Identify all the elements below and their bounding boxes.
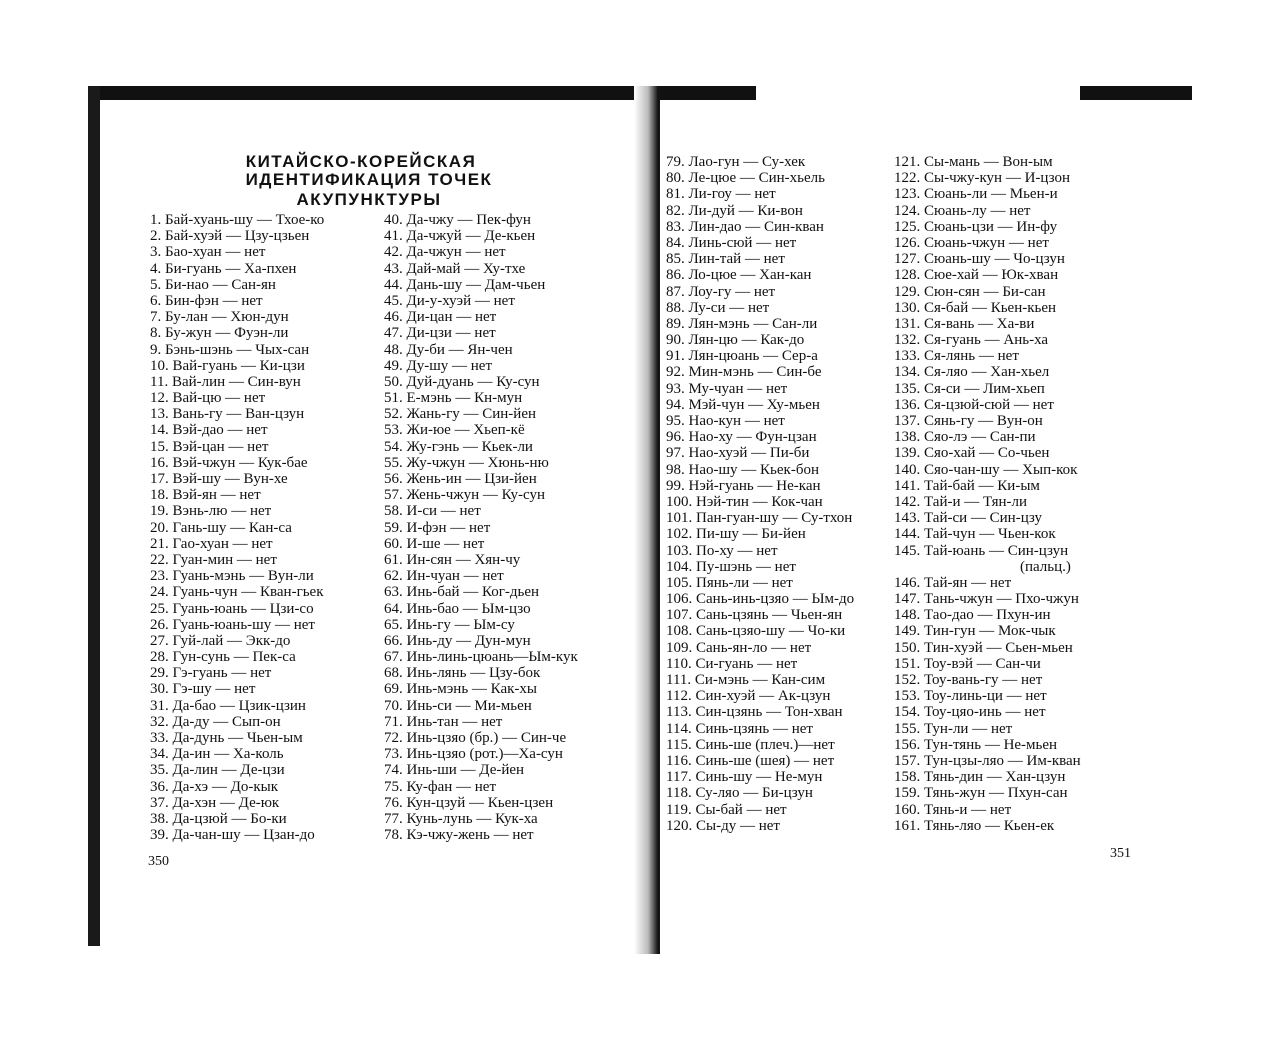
entry-row: 73. Инь-цзяо (рот.)—Ха-сун [384,746,563,763]
entry-row: 14. Вэй-дао — нет [150,422,268,439]
entry-row: 15. Вэй-цан — нет [150,438,269,455]
entry-row: 51. Е-мэнь — Кн-мун [384,390,523,407]
entry-row: 78. Кэ-чжу-жень — нет [384,827,534,844]
entry-row: 138. Сяо-лэ — Сан-пи [894,429,1036,446]
entry-row: (пальц.) [1020,558,1071,575]
entry-row: 103. По-ху — нет [666,542,778,559]
entry-row: 143. Тай-си — Син-цзу [894,510,1043,527]
entry-row: 113. Син-цзянь — Тон-хван [666,704,843,721]
entry-row: 46. Ди-цан — нет [384,309,497,326]
entry-row: 19. Вэнь-лю — нет [150,503,272,520]
entry-row: 61. Ин-сян — Хян-чу [384,551,521,568]
entry-row: 75. Ку-фан — нет [384,778,497,795]
scan-shadow-top-right-a [660,86,756,100]
entries-column-3 [666,154,854,834]
entry-row: 6. Бин-фэн — нет [150,292,263,309]
entry-row: 128. Сюе-хай — Юк-хван [894,267,1059,284]
entry-row: 116. Синь-ше (шея) — нет [666,752,835,769]
entry-row: 34. Да-ин — Ха-коль [150,746,284,763]
entry-row: 136. Ся-цзюй-сюй — нет [894,396,1054,413]
entry-row: 65. Инь-гу — Ым-су [384,616,515,633]
entry-row: 17. Вэй-шу — Вун-хе [150,471,288,487]
entry-row: 10. Вай-гуань — Ки-цзи [150,357,305,374]
entry-row: 36. Да-хэ — До-кык [150,778,279,795]
right-page [660,86,1192,954]
entry-row: 99. Нэй-гуань — Не-кан [666,477,821,494]
entry-row: 115. Синь-ше (плеч.)—нет [666,736,835,753]
entry-row: 145. Тай-юань — Син-цзун [894,542,1069,559]
entry-row: 90. Лян-цю — Как-до [666,332,805,349]
entry-row: 44. Дань-шу — Дам-чьен [384,276,546,293]
entry-row: 121. Сы-мань — Вон-ым [894,154,1053,170]
entry-row: 91. Лян-цюань — Сер-а [666,348,818,365]
entry-row: 84. Линь-сюй — нет [666,234,797,251]
entry-row: 94. Мэй-чун — Ху-мьен [666,396,820,413]
entry-row: 26. Гуань-юань-шу — нет [150,616,315,633]
entry-row: 72. Инь-цзяо (бр.) — Син-че [384,730,567,746]
entry-row: 107. Сань-цзянь — Чьен-ян [666,607,843,624]
entry-row: 16. Вэй-чжун — Кук-бае [150,454,308,471]
entry-row: 119. Сы-бай — нет [666,801,787,818]
scan-shadow-top-right-b [1080,86,1192,100]
entry-row: 146. Тай-ян — нет [894,574,1012,591]
entry-row: 67. Инь-линь-цюань—Ым-кук [384,649,578,666]
title-line-2: ИДЕНТИФИКАЦИЯ ТОЧЕК АКУПУНКТУРЫ [245,170,493,209]
entry-row: 161. Тянь-ляо — Кьен-ек [894,817,1055,834]
entry-row: 132. Ся-гуань — Ань-ха [894,332,1049,349]
entry-row: 86. Ло-цюе — Хан-кан [666,267,812,284]
entry-row: 52. Жань-гу — Син-йен [384,406,537,423]
entry-row: 66. Инь-ду — Дун-мун [384,632,531,649]
entry-row: 106. Сань-инь-цзяо — Ым-до [666,591,855,608]
entry-row: 83. Лин-дао — Син-кван [666,218,824,235]
entry-row: 43. Дай-май — Ху-тхе [384,260,526,277]
entry-row: 24. Гуань-чун — Кван-гьек [150,584,324,601]
entry-row: 62. Ин-чуан — нет [384,568,504,585]
left-page [88,86,654,954]
entry-row: 125. Сюань-цзи — Ин-фу [894,218,1058,235]
entry-row: 157. Тун-цзы-ляо — Им-кван [894,752,1081,769]
entry-row: 120. Сы-ду — нет [666,817,780,834]
entry-row: 117. Синь-шу — Не-мун [666,769,823,786]
entry-row: 151. Тоу-вэй — Сан-чи [894,655,1041,672]
entry-row: 101. Пан-гуан-шу — Су-тхон [666,510,853,527]
entry-row: 147. Тань-чжун — Пхо-чжун [894,591,1079,608]
entry-row: 89. Лян-мэнь — Сан-ли [666,315,818,332]
entry-row: 96. Нао-ху — Фун-цзан [666,429,817,446]
scan-shadow-top [88,86,654,100]
entry-row: 80. Ле-цюе — Син-хьель [666,170,825,187]
entry-row: 76. Кун-цзуй — Кьен-цзен [384,794,554,811]
entry-row: 112. Син-хуэй — Ак-цзун [666,688,831,705]
entry-row: 7. Бу-лан — Хюн-дун [150,309,289,326]
entry-row: 149. Тин-гун — Мок-чык [894,623,1056,640]
page-number: 351 [1110,846,1131,861]
entry-row: 49. Ду-шу — нет [384,357,493,374]
entry-row: 77. Кунь-лунь — Кук-ха [384,810,538,827]
entry-row: 54. Жу-гэнь — Кьек-ли [384,438,533,455]
entry-row: 82. Ли-дуй — Ки-вон [666,202,803,219]
entry-row: 29. Гэ-гуань — нет [150,665,272,682]
entry-row: 114. Синь-цзянь — нет [666,720,813,737]
entry-row: 152. Тоу-вань-гу — нет [894,672,1043,688]
entry-row: 155. Тун-ли — нет [894,720,1013,737]
entry-row: 31. Да-бао — Цзик-цзин [150,697,306,714]
entry-row: 109. Сань-ян-ло — нет [666,639,812,656]
entry-row: 87. Лоу-гу — нет [666,283,776,300]
title-line-1: КИТАЙСКО-КОРЕЙСКАЯ [245,152,477,171]
entry-row: 133. Ся-лянь — нет [894,348,1019,365]
entry-row: 28. Гун-сунь — Пек-са [150,649,296,666]
entry-row: 104. Пу-шэнь — нет [666,558,796,575]
entry-row: 58. И-си — нет [384,503,481,520]
entries-column-2 [384,212,578,843]
entry-row: 139. Сяо-хай — Со-чьен [894,445,1050,462]
page-number: 350 [148,854,169,869]
entry-row: 70. Инь-си — Ми-мьен [384,697,532,714]
entry-row: 4. Би-гуань — Ха-пхен [150,260,297,277]
entry-row: 56. Жень-ин — Цзи-йен [384,471,537,487]
entry-row: 13. Вань-гу — Ван-цзун [150,406,305,423]
entry-row: 8. Бу-жун — Фуэн-ли [150,325,289,342]
entry-row: 9. Бэнь-шэнь — Чых-сан [150,341,310,358]
entry-row: 160. Тянь-и — нет [894,801,1012,818]
entry-row: 135. Ся-си — Лим-хьеп [894,380,1045,397]
entry-row: 92. Мин-мэнь — Син-бе [666,364,822,381]
entry-row: 32. Да-ду — Сып-он [150,713,281,730]
entry-row: 97. Нао-хуэй — Пи-би [666,445,810,462]
entry-row: 108. Сань-цзяо-шу — Чо-ки [666,623,846,640]
entry-row: 68. Инь-лянь — Цзу-бок [384,665,541,682]
entry-row: 1. Бай-хуань-шу — Тхое-ко [150,212,325,228]
entry-row: 3. Бао-хуан — нет [150,244,266,261]
entry-row: 27. Гуй-лай — Экк-до [150,632,291,649]
entry-row: 79. Лао-гун — Су-хек [666,154,806,170]
entry-row: 38. Да-цзюй — Бо-ки [150,810,287,827]
entry-row: 18. Вэй-ян — нет [150,487,261,504]
entry-row: 55. Жу-чжун — Хюнь-ню [384,454,549,471]
entry-row: 127. Сюань-шу — Чо-цзун [894,251,1065,268]
entry-row: 142. Тай-и — Тян-ли [894,493,1028,510]
entry-row: 81. Ли-гоу — нет [666,186,776,203]
entry-row: 123. Сюань-ли — Мьен-и [894,186,1058,203]
entry-row: 131. Ся-вань — Ха-ви [894,315,1035,332]
entry-row: 25. Гуань-юань — Цзи-со [150,600,314,617]
entry-row: 47. Ди-цзи — нет [384,325,496,342]
entry-row: 130. Ся-бай — Кьен-кьен [894,299,1057,316]
entry-row: 40. Да-чжу — Пек-фун [384,212,531,228]
entries-column-1 [150,212,324,843]
entry-row: 2. Бай-хуэй — Цзу-цзьен [150,228,310,245]
entry-row: 110. Си-гуань — нет [666,655,798,672]
entry-row: 122. Сы-чжу-кун — И-цзон [894,170,1070,187]
entry-row: 102. Пи-шу — Би-йен [666,526,806,543]
entry-row: 23. Гуань-мэнь — Вун-ли [150,568,314,585]
entry-row: 85. Лин-тай — нет [666,251,785,268]
entry-row: 129. Сюн-сян — Би-сан [894,283,1046,300]
entry-row: 124. Сюань-лу — нет [894,202,1031,219]
entry-row: 74. Инь-ши — Де-йен [384,762,525,779]
entry-row: 118. Су-ляо — Би-цзун [666,785,813,802]
entries-column-4 [894,154,1081,834]
entry-row: 71. Инь-тан — нет [384,713,503,730]
entry-row: 141. Тай-бай — Ки-ым [894,477,1040,494]
entry-row: 50. Дуй-дуань — Ку-сун [384,373,540,390]
entry-row: 21. Гао-хуан — нет [150,535,273,552]
entry-row: 111. Си-мэнь — Кан-сим [666,672,826,688]
entry-row: 150. Тин-хуэй — Сьен-мьен [894,639,1073,656]
entry-row: 45. Ди-у-хуэй — нет [384,292,515,309]
entry-row: 12. Вай-цю — нет [150,390,266,407]
book-spread [88,86,1192,954]
entry-row: 11. Вай-лин — Син-вун [150,373,301,390]
entry-row: 154. Тоу-цяо-инь — нет [894,704,1046,721]
entry-row: 148. Тао-дао — Пхун-ин [894,607,1051,624]
entry-row: 100. Нэй-тин — Кок-чан [666,493,823,510]
entry-row: 59. И-фэн — нет [384,519,491,536]
entry-row: 41. Да-чжуй — Де-кьен [384,228,536,245]
entry-row: 156. Тун-тянь — Не-мьен [894,736,1058,753]
entry-row: 53. Жи-юе — Хьеп-кё [384,422,525,439]
entry-row: 159. Тянь-жун — Пхун-сан [894,785,1068,802]
entry-row: 20. Гань-шу — Кан-са [150,519,292,536]
entry-row: 22. Гуан-мин — нет [150,551,277,568]
entry-row: 93. Му-чуан — нет [666,380,788,397]
entry-row: 30. Гэ-шу — нет [150,681,256,698]
entry-row: 88. Лу-си — нет [666,299,770,316]
entry-row: 37. Да-хэн — Де-юк [150,794,280,811]
entry-row: 64. Инь-бао — Ым-цзо [384,600,531,617]
entry-row: 60. И-ше — нет [384,535,485,552]
entry-row: 140. Сяо-чан-шу — Хып-кок [894,461,1078,478]
entry-row: 48. Ду-би — Ян-чен [384,341,513,358]
scan-shadow-left [88,86,100,946]
entry-row: 57. Жень-чжун — Ку-сун [384,487,545,504]
entry-row: 137. Сянь-гу — Вун-он [894,413,1043,429]
entry-row: 153. Тоу-линь-ци — нет [894,688,1047,705]
entry-row: 69. Инь-мэнь — Как-хы [384,681,538,698]
entry-row: 39. Да-чан-шу — Цзан-до [150,827,315,844]
entry-row: 105. Пянь-ли — нет [666,574,793,591]
entry-row: 5. Би-нао — Сан-ян [150,276,276,293]
entry-row: 42. Да-чжун — нет [384,244,506,261]
entry-row: 33. Да-дунь — Чьен-ым [150,730,303,746]
entry-row: 158. Тянь-дин — Хан-цзун [894,769,1066,786]
entry-row: 35. Да-лин — Де-цзи [150,762,285,779]
entry-row: 134. Ся-ляо — Хан-хьел [894,364,1050,381]
entry-row: 63. Инь-бай — Ког-дьен [384,584,540,601]
entry-row: 98. Нао-шу — Кьек-бон [666,461,819,478]
entry-row: 95. Нао-кун — нет [666,413,785,429]
entry-row: 126. Сюань-чжун — нет [894,234,1049,251]
entry-row: 144. Тай-чун — Чьен-кок [894,526,1056,543]
